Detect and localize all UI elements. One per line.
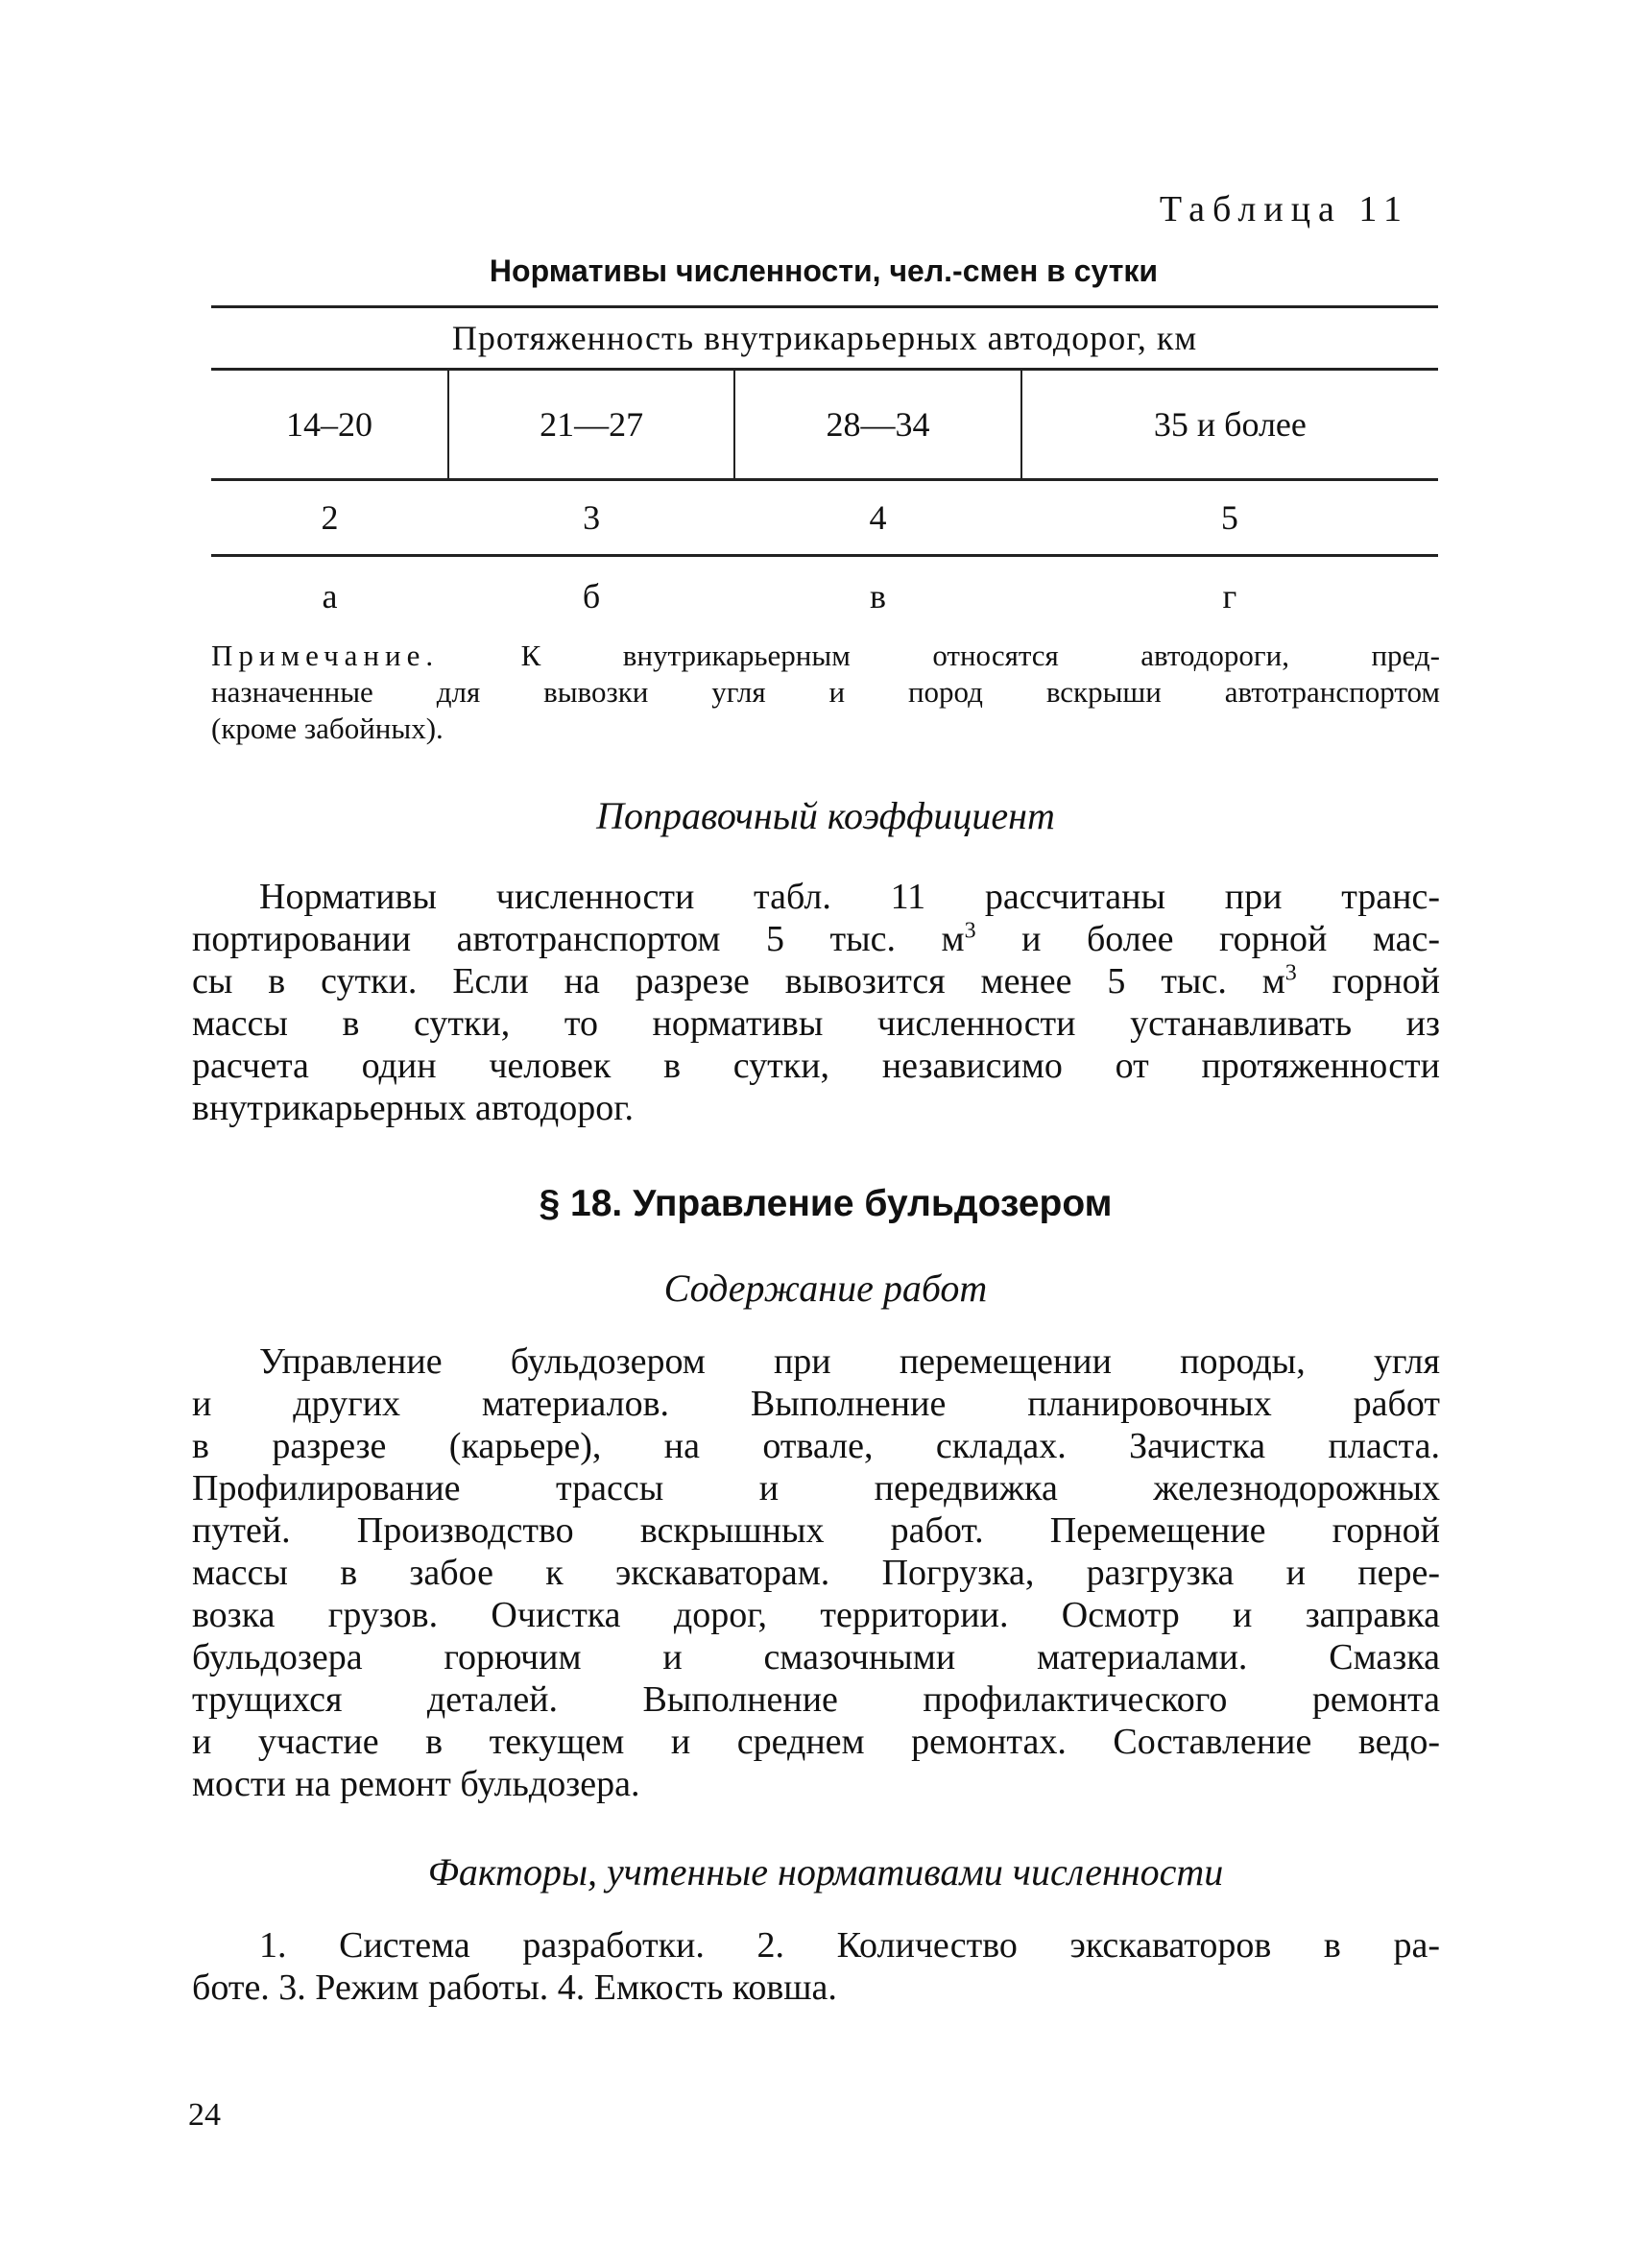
table-header-cell: Протяженность внутрикарьерных автодорог, км — [211, 307, 1438, 370]
note-line: назначенные для вывозки угля и пород вскрыши автотранспортом — [211, 675, 1440, 709]
table-note — [211, 638, 1440, 747]
paragraph-line: внутрикарьерных автодорог. — [192, 1088, 635, 1128]
note-line: (кроме забойных). — [211, 712, 444, 745]
paragraph-line: Нормативы численности табл. 11 рассчитаны при транс- — [259, 877, 1440, 917]
table-cell-code: а — [322, 577, 338, 615]
table-cell-norm: 2 — [211, 480, 448, 556]
paragraph-line — [192, 960, 1440, 1002]
table-row-ranges — [211, 370, 1438, 480]
note-text: К внутрикарьерным относятся автодороги, пред- — [520, 639, 1440, 672]
paragraph-line: в разрезе (карьере), на отвале, складах. Зачистка пласта. — [192, 1426, 1440, 1466]
paragraph-line: и участие в текущем и среднем ремонтах. Составление ведо- — [192, 1722, 1440, 1762]
paragraph-line: возка грузов. Очистка дорог, территории. Осмотр и заправка — [192, 1595, 1440, 1635]
section-heading: § 18. Управление бульдозером — [539, 1183, 1113, 1224]
table-cell-code: г — [1222, 577, 1237, 615]
text-fragment: сы в сутки. Если на разрезе вывозится менее 5 тыс. м — [192, 961, 1285, 1001]
correction-paragraph — [192, 876, 1440, 1129]
paragraph-line: массы в забое к экскаваторам. Погрузка, разгрузка и пере- — [192, 1553, 1440, 1593]
table-cell-range: 35 и более — [1021, 370, 1438, 480]
table-cell-code: в — [870, 577, 887, 615]
factors-paragraph — [192, 1924, 1440, 2009]
paragraph-line — [192, 918, 1440, 960]
table-row-norms — [211, 480, 1438, 556]
text-fragment: портировании автотранспортом 5 тыс. м — [192, 919, 965, 959]
table-title: Нормативы численности, чел.-смен в сутки — [489, 253, 1159, 288]
paragraph-line: и других материалов. Выполнение планировочных работ — [192, 1384, 1440, 1424]
table-cell-norm: 3 — [448, 480, 734, 556]
factors-heading: Факторы, учтенные нормативами численности — [427, 1850, 1224, 1894]
table-cell-norm: 5 — [1021, 480, 1438, 556]
table-cell-range: 28—34 — [734, 370, 1020, 480]
paragraph-line: путей. Производство вскрышных работ. Перемещение горной — [192, 1510, 1440, 1551]
content-paragraph — [192, 1340, 1440, 1805]
paragraph-line: 1. Система разработки. 2. Количество экскаваторов в ра- — [259, 1925, 1440, 1966]
superscript: 3 — [1284, 960, 1297, 986]
paragraph-line: Профилирование трассы и передвижка железнодорожных — [192, 1468, 1440, 1508]
table-cell-norm: 4 — [734, 480, 1020, 556]
content-heading: Содержание работ — [663, 1267, 988, 1310]
table-cell-code: б — [582, 577, 601, 615]
note-label: Примечание. — [211, 639, 440, 672]
paragraph-line: массы в сутки, то нормативы численности устанавливать из — [192, 1003, 1440, 1044]
paragraph-line: расчета один человек в сутки, независимо от протяженности — [192, 1046, 1440, 1086]
table-header-row — [211, 307, 1438, 370]
text-fragment: и более горной мас- — [975, 919, 1440, 959]
superscript: 3 — [964, 918, 976, 944]
correction-heading: Поправочный коэффициент — [596, 794, 1055, 837]
table-cell-range: 14–20 — [211, 370, 448, 480]
paragraph-line: боте. 3. Режим работы. 4. Емкость ковша. — [192, 1967, 837, 2008]
table-cell-range: 21—27 — [448, 370, 734, 480]
text-fragment: горной — [1296, 961, 1440, 1001]
table-number-label: Таблица 11 — [1159, 189, 1409, 229]
paragraph-line: трущихся деталей. Выполнение профилактического ремонта — [192, 1679, 1440, 1720]
page-number: 24 — [188, 2097, 221, 2133]
paragraph-line: Управление бульдозером при перемещении породы, угля — [259, 1341, 1440, 1382]
table-row-codes — [211, 556, 1438, 637]
paragraph-line: мости на ремонт бульдозера. — [192, 1764, 640, 1804]
norms-table — [211, 305, 1438, 636]
note-line — [211, 638, 1440, 674]
paragraph-line: бульдозера горючим и смазочными материалами. Смазка — [192, 1637, 1440, 1677]
